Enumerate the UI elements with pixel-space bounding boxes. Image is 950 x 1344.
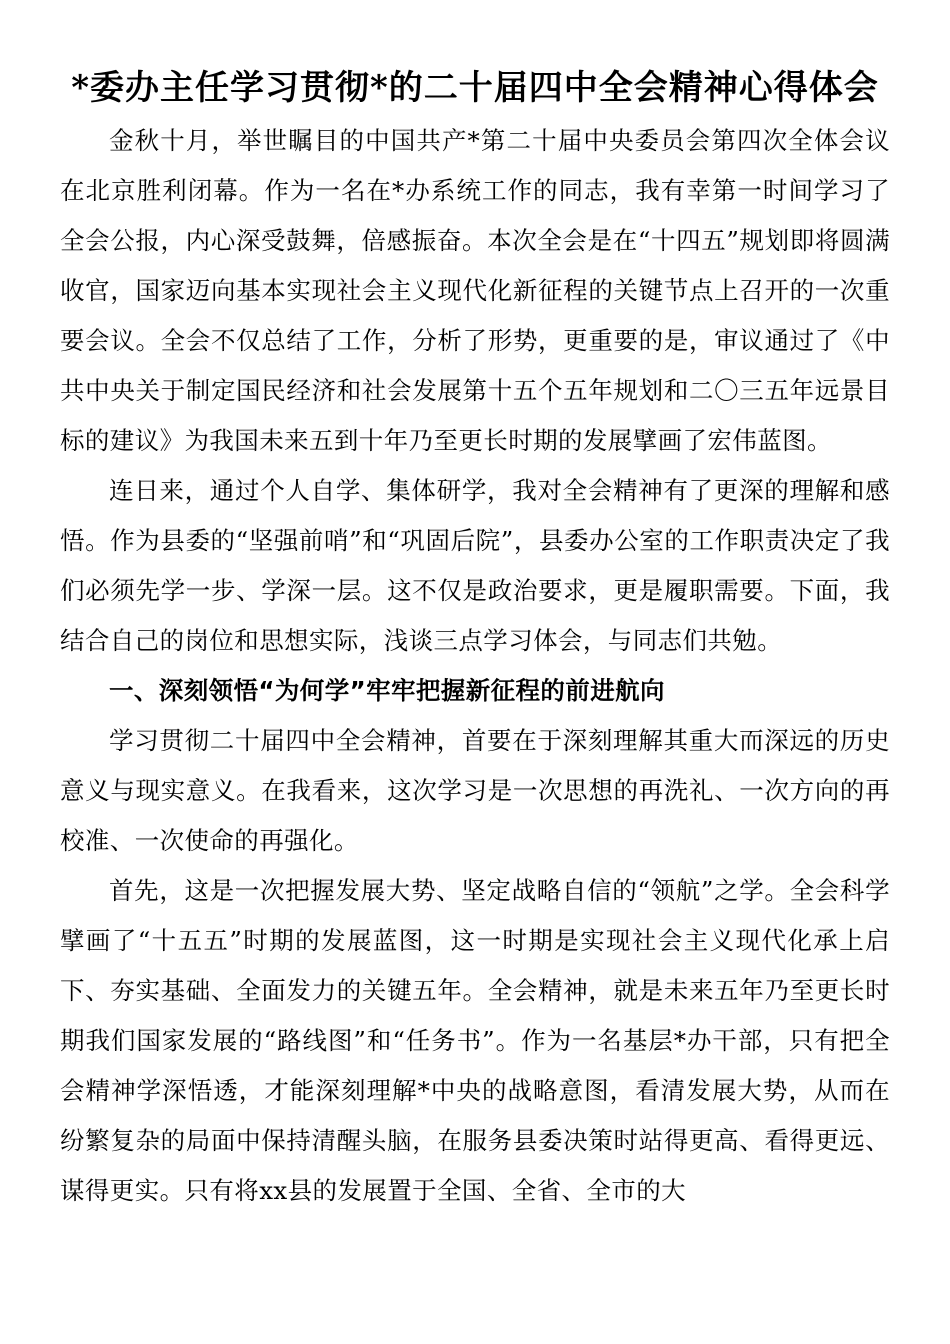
body-paragraph: 金秋十月，举世瞩目的中国共产*第二十届中央委员会第四次全体会议在北京胜利闭幕。作为一名在*办系统工作的同志，我有幸第一时间学习了全会公报，内心深受鼓舞，倍感振奋。本次全会是在“十四五”规划即将圆满收官，国家迈向基本实现社会主义现代化新征程的关键节点上召开的一次重要会议。全会不仅总结了工作，分析了形势，更重要的是，审议通过了《中共中央关于制定国民经济和社会发展第十五个五年规划和二〇三五年远景目标的建议》为我国未来五到十年乃至更长时期的发展擘画了宏伟蓝图。 [60,126,890,455]
document-title: *委办主任学习贯彻*的二十届四中全会精神心得体会 [71,68,879,108]
body-paragraph: 首先，这是一次把握发展大势、坚定战略自信的“领航”之学。全会科学擘画了“十五五”时期的发展蓝图，这一时期是实现社会主义现代化承上启下、夯实基础、全面发力的关键五年。全会精神，就是未来五年乃至更长时期我们国家发展的“路线图”和“任务书”。作为一名基层*办干部，只有把全会精神学深悟透，才能深刻理解*中央的战略意图，看清发展大势，从而在纷繁复杂的局面中保持清醒头脑，在服务县委决策时站得更高、看得更远、谋得更实。只有将xx县的发展置于全国、全省、全市的大 [60,876,890,1205]
section-heading: 一、深刻领悟“为何学”牢牢把握新征程的前进航向 [109,676,665,705]
body-paragraph: 连日来，通过个人自学、集体研学，我对全会精神有了更深的理解和感悟。作为县委的“坚强前哨”和“巩固后院”，县委办公室的工作职责决定了我们必须先学一步、学深一层。这不仅是政治要求，更是履职需要。下面，我结合自己的岗位和思想实际，浅谈三点学习体会，与同志们共勉。 [60,476,890,655]
body-paragraph: 学习贯彻二十届四中全会精神，首要在于深刻理解其重大而深远的历史意义与现实意义。在我看来，这次学习是一次思想的再洗礼、一次方向的再校准、一次使命的再强化。 [60,726,890,855]
document-body [60,116,890,1216]
